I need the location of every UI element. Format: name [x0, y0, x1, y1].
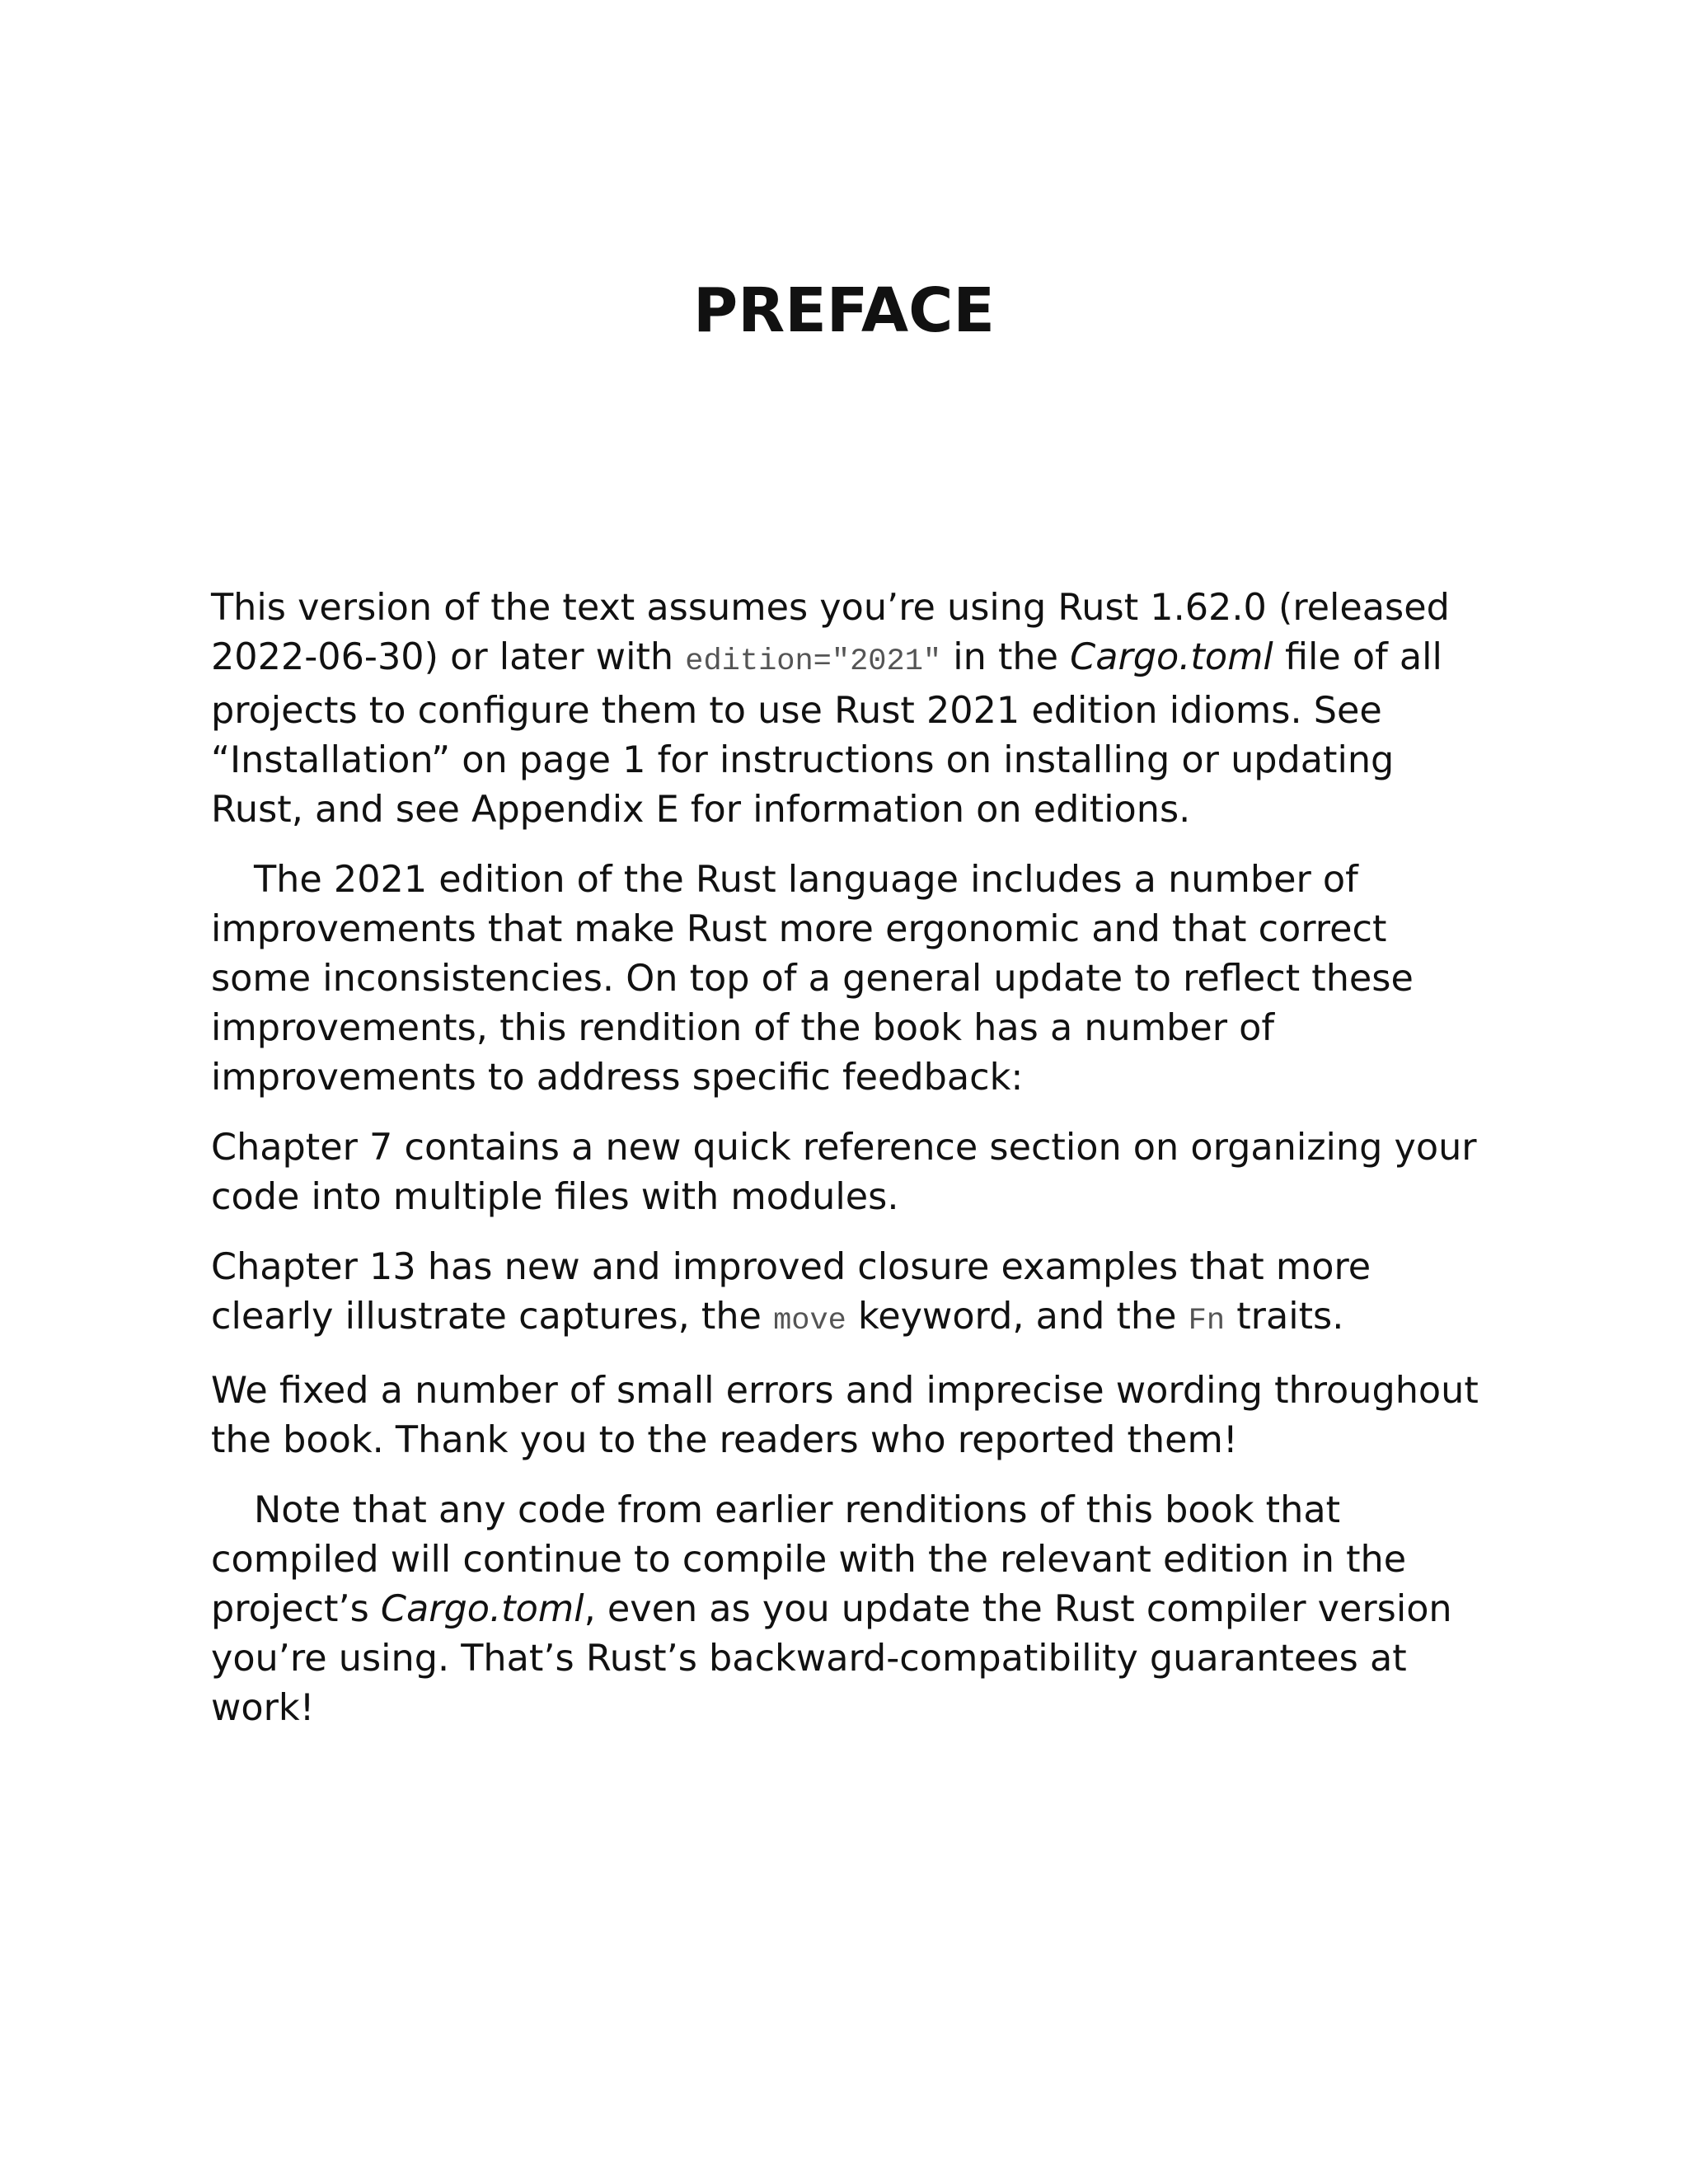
paragraph-text: Chapter 13 has new and improved closure examples that more clearly illustrate captures, the	[211, 1246, 1372, 1338]
paragraph-text: Chapter 7 contains a new quick reference section on organizing your code into multiple files with modules.	[211, 1127, 1477, 1218]
paragraph-text: in the	[941, 636, 1071, 678]
filename-cargo-toml: Cargo.toml	[1070, 636, 1273, 678]
paragraph-version-note	[211, 583, 1497, 835]
paragraph-text: The 2021 edition of the Rust language includes a number of improvements that make Rust more ergonomic and that correct some inconsistencies. On top of a general update to reflect these improvements, this rendition of the book has a number of improvements to address specific feedback:	[211, 859, 1414, 1099]
paragraph-text: keyword, and the	[846, 1296, 1189, 1338]
paragraph-text: file of all projects to configure them to use Rust 2021 edition idioms. See “Installation” on page 1 for instructions on installing or updating Rust, and see Appendix E for information on editions.	[211, 636, 1442, 831]
paragraph-text: This version of the text assumes you’re using Rust 1.62.0 (released 2022-06-30) or later with	[211, 587, 1450, 678]
inline-code-edition: edition="2021"	[685, 644, 942, 679]
preface-body	[211, 583, 1497, 1754]
inline-code-fn: Fn	[1188, 1304, 1226, 1338]
paragraph-text: , even as you update the Rust compiler version you’re using. That’s Rust’s backward-compatibility guarantees at work!	[211, 1588, 1452, 1729]
paragraph-compatibility-note	[211, 1486, 1497, 1733]
paragraph-chapter-7	[211, 1123, 1497, 1222]
inline-code-move: move	[773, 1304, 846, 1338]
paragraph-2021-edition	[211, 855, 1497, 1103]
filename-cargo-toml: Cargo.toml	[380, 1588, 584, 1630]
paragraph-text: traits.	[1225, 1296, 1344, 1338]
paragraph-chapter-13	[211, 1243, 1497, 1346]
paragraph-text: We fixed a number of small errors and imprecise wording throughout the book. Thank you to the readers who reported them!	[211, 1370, 1479, 1461]
page-title: PREFACE	[693, 275, 995, 346]
paragraph-text: Note that any code from earlier renditions of this book that compiled will continue to compile with the relevant edition in the project’s	[211, 1489, 1407, 1630]
paragraph-fixed-errors	[211, 1366, 1497, 1465]
